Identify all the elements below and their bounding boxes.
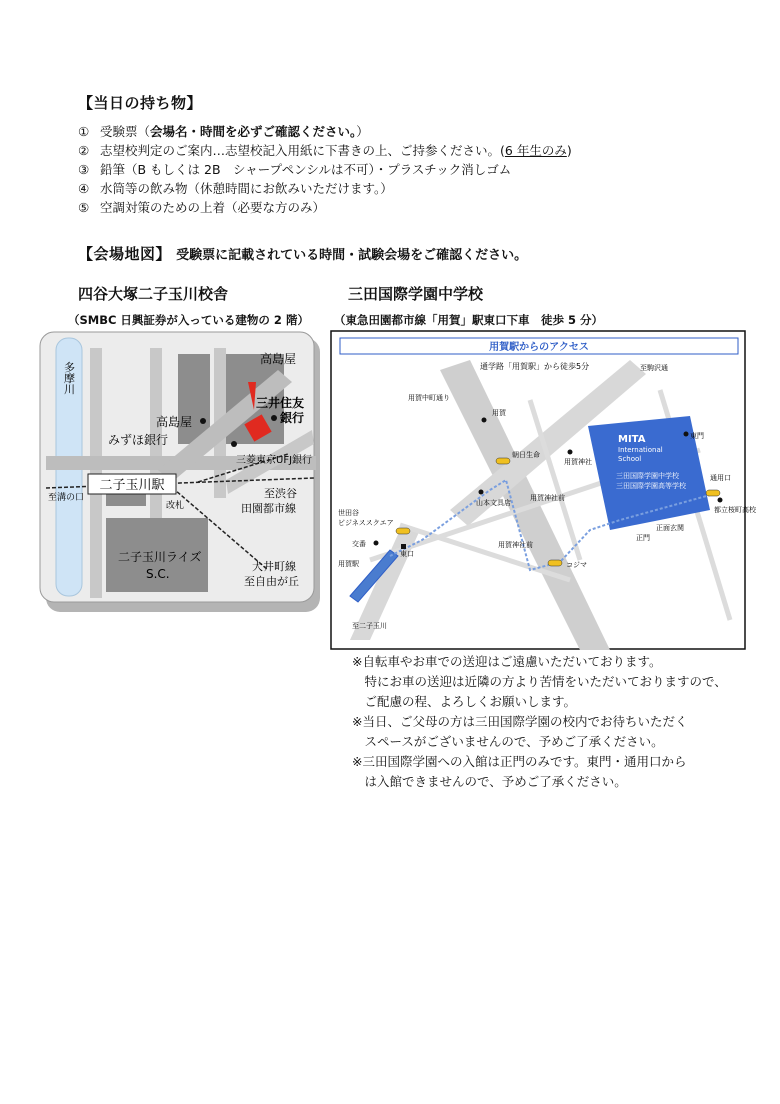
mitsui-label: 三井住友 (256, 396, 305, 410)
jiyugaoka-label: 至自由が丘 (244, 575, 299, 588)
kaisatsu-label: 改札 (166, 501, 185, 511)
yoga-shrine-front-label: 用賀神社前 (498, 541, 533, 549)
road (90, 348, 102, 598)
futako-label: 至二子玉川 (352, 622, 387, 630)
note-line: 特にお車の送迎は近隣の方より苦情をいただいておりますので、 (352, 674, 727, 689)
mizonokuchi-label: 至溝の口 (48, 493, 85, 503)
item-text-end: ) (566, 143, 572, 158)
belongings-item-3 (78, 160, 511, 178)
traffic-light-icon (396, 528, 410, 534)
landmark-dot (482, 418, 487, 423)
belongings-item-4 (78, 179, 393, 197)
belongings-item-2 (78, 141, 572, 159)
landmark-dot (200, 418, 206, 424)
koban-icon (401, 544, 406, 549)
seimon-label: 正門 (636, 534, 650, 542)
item-text-end: ） (356, 124, 369, 139)
tsuyoguchi-label: 通用口 (710, 474, 731, 482)
traffic-light-icon (706, 490, 720, 496)
belongings-item-1 (78, 122, 369, 140)
landmark-dot (271, 415, 277, 421)
item-text: 志望校判定のご案内…志望校記入用紙に下書きの上、ご持参ください。( (100, 143, 505, 158)
item-number: ① (78, 124, 90, 139)
higashiguchi-label: 東口 (400, 550, 414, 558)
mizuho-label: みずほ銀行 (108, 433, 169, 447)
left-map (38, 330, 320, 612)
mita-logo-2: International (618, 446, 663, 454)
koban-label: 交番 (352, 540, 366, 548)
venue-heading: 【会場地図】 (78, 245, 172, 263)
note-line: ※当日、ご父母の方は三田国際学園の校内でお待ちいただく (352, 714, 688, 729)
mitsui-label-2: 銀行 (280, 411, 305, 425)
notes (352, 652, 727, 792)
right-map-title: 三田国際学園中学校 (348, 285, 484, 303)
genkan-label: 正面玄関 (656, 524, 684, 532)
school-jh-label: 三田国際学園中学校 (616, 472, 679, 480)
landmark-dot (231, 441, 237, 447)
mufg-label: 三菱東京UFJ銀行 (236, 455, 313, 466)
yamamoto-label: 山本文具店 (476, 499, 511, 507)
route-label: 通学路「用賀駅」から徒歩5分 (480, 362, 590, 371)
station-label: 二子玉川駅 (99, 478, 165, 493)
komazawa-label: 至駒沢通 (640, 364, 668, 372)
rise-label-2: S.C. (146, 567, 170, 581)
note-line: ※自転車やお車での送迎はご遠慮いただいております。 (352, 654, 662, 669)
yoganaka-label: 用賀中町通り (408, 394, 450, 402)
venue-heading-row (78, 243, 527, 264)
item-number: ② (78, 143, 90, 158)
takashimaya-label-2: 高島屋 (156, 415, 193, 429)
oimachi-label: 大井町線 (252, 560, 296, 573)
landmark-dot (374, 541, 379, 546)
setagaya-label-2: ビジネススクエア (338, 519, 394, 527)
landmark-dot (479, 490, 484, 495)
left-map-note: （SMBC 日興証券が入っている建物の 2 階） (68, 313, 309, 327)
river-label: 多摩川 (62, 361, 76, 395)
higashimon-label: 東門 (690, 432, 704, 440)
item-text: 空調対策のための上着（必要な方のみ） (100, 200, 326, 215)
shibuya-label: 至渋谷 (264, 487, 297, 500)
left-map-title: 四谷大塚二子玉川校舎 (78, 285, 229, 303)
right-map (330, 330, 756, 650)
venue-subtitle: 受験票に記載されている時間・試験会場をご確認ください。 (176, 248, 528, 263)
item-number: ⑤ (78, 200, 90, 215)
yoga-label: 用賀 (492, 409, 506, 417)
mita-logo: MITA (618, 434, 646, 445)
yoga-station-label: 用賀駅 (338, 560, 359, 568)
item-number: ④ (78, 181, 90, 196)
building (178, 354, 210, 444)
right-map-note: （東急田園都市線「用賀」駅東口下車 徒歩 5 分） (334, 313, 604, 327)
yoga-shrine-label: 用賀神社 (564, 458, 592, 466)
denentoshi-label: 田園都市線 (241, 502, 296, 515)
note-line: ご配慮の程、よろしくお願いします。 (352, 694, 577, 709)
landmark-dot (684, 432, 689, 437)
setagaya-label: 世田谷 (338, 509, 359, 517)
note-line: ※三田国際学園への入館は正門のみです。東門・通用口から (352, 754, 687, 769)
traffic-light-icon (548, 560, 562, 566)
landmark-dot (568, 450, 573, 455)
note-line: は入館できませんので、予めご了承ください。 (352, 774, 627, 789)
item-underline-text: 6 年生のみ (504, 143, 567, 158)
traffic-light-icon (496, 458, 510, 464)
asahi-label: 朝日生命 (512, 451, 540, 459)
belongings-item-5 (78, 198, 325, 216)
school-hs-label: 三田国際学園高等学校 (616, 482, 686, 490)
landmark-dot (718, 498, 723, 503)
kojima-label: コジマ (566, 561, 587, 569)
map-header: 用賀駅からのアクセス (489, 342, 589, 353)
item-text: 鉛筆（B もしくは 2B シャープペンシルは不可）・プラスチック消しゴム (100, 162, 512, 177)
sakuramachi-label: 都立桜町高校 (714, 506, 756, 514)
mita-logo-3: School (618, 455, 642, 463)
rise-label: 二子玉川ライズ (118, 550, 202, 564)
item-text: 水筒等の飲み物（休憩時間にお飲みいただけます。） (100, 181, 393, 196)
item-number: ③ (78, 162, 90, 177)
belongings-heading: 【当日の持ち物】 (78, 94, 203, 112)
note-line: スペースがございませんので、予めご了承ください。 (352, 734, 664, 749)
item-text: 受験票（ (100, 124, 151, 139)
item-bold-text: 会場名・時間を必ずご確認ください。 (150, 124, 357, 139)
yoga-shrine-label-2: 用賀神社前 (530, 494, 565, 502)
takashimaya-label: 高島屋 (260, 352, 297, 366)
